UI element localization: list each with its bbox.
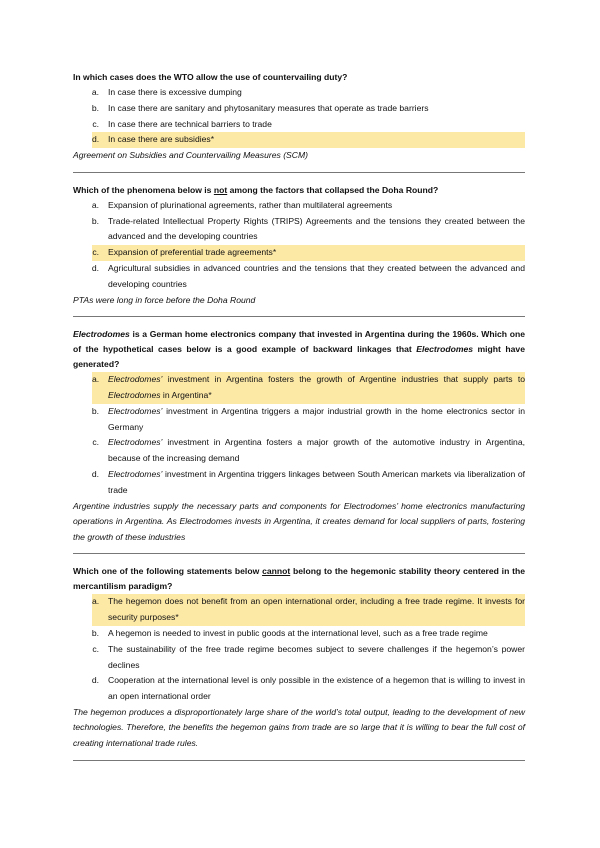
option-text: A hegemon is needed to invest in public goods at the international level, such as a free trade regime [108, 627, 488, 638]
option-text: The hegemon does not benefit from an open international order, including a free trade regime. It invests for security purposes* [108, 596, 525, 623]
option-text [108, 467, 525, 499]
question-4-options [73, 594, 525, 705]
q3-option-d [73, 467, 525, 499]
question-text: might have generated? [73, 344, 525, 370]
question-text: belong to the hegemonic stability theory centered in the mercantilism paradigm? [73, 566, 526, 592]
question-emphasis: cannot [262, 566, 291, 577]
option-text: In case there is excessive dumping [108, 87, 242, 97]
option-text-part: investment in Argentina fosters a major growth of the automotive industry in Argentina, because of the increasing demand [108, 437, 525, 464]
option-text-part: investment in Argentina fosters the growth of Argentine industries that supply parts to [162, 374, 525, 385]
question-text: is a German home electronics company that invested in Argentina during the 1960s. Which one of the hypothetical cases below is a good example of backward linkages that [73, 329, 525, 355]
q2-option-b [73, 214, 525, 246]
option-text [108, 404, 525, 436]
question-3 [73, 327, 525, 372]
option-text: Cooperation at the international level is only possible in the existence of a hegemon that is willing to invest in an open international order [108, 675, 525, 702]
option-letter: d. [91, 262, 99, 273]
company-name: Electrodomes [73, 329, 130, 340]
question-4 [73, 564, 525, 594]
company-name: Electrodomes’ [108, 437, 163, 448]
q1-option-d-correct [92, 132, 525, 148]
divider [73, 553, 525, 554]
option-letter: d. [91, 675, 99, 686]
question-text: among the factors that collapsed the Doha Round? [227, 184, 439, 195]
question-text: Which one of the following statements below [73, 566, 263, 577]
q2-option-d [73, 261, 525, 293]
q3-explanation: Argentine industries supply the necessary parts and components for Electrodomes’ home electronics manufacturing operations in Argentina. As Electrodomes invests in Argentina, it creates demand for local suppliers of parts, fostering the growth of these industries [73, 500, 525, 542]
q3-option-b [73, 404, 525, 436]
option-text: Agricultural subsidies in advanced countries and the tensions that they created between the advanced and developing countries [108, 262, 525, 289]
q1-option-b [73, 101, 525, 117]
question-2 [73, 183, 525, 198]
q4-option-b [73, 626, 525, 642]
option-letter: c. [92, 247, 99, 258]
company-name: Electrodomes’ [108, 468, 163, 479]
option-letter: b. [91, 215, 99, 226]
option-text [108, 435, 525, 467]
q2-option-a [73, 198, 525, 214]
option-text-part: investment in Argentina triggers a major industrial growth in the home electronics sector in Germany [108, 405, 525, 432]
question-1-options [73, 85, 525, 148]
option-letter: a. [91, 87, 99, 97]
option-letter: d. [91, 468, 99, 479]
option-letter: b. [91, 405, 99, 416]
q2-explanation: PTAs were long in force before the Doha Round [73, 294, 256, 305]
question-text: Which of the phenomena below is [73, 184, 214, 195]
q4-option-d [73, 673, 525, 705]
q3-option-c [73, 435, 525, 467]
q2-option-c-correct [92, 245, 525, 261]
q1-option-c [73, 117, 525, 133]
option-text: The sustainability of the free trade regime becomes subject to severe challenges if the hegemon’s power declines [108, 643, 525, 670]
option-text-part: investment in Argentina triggers linkages between South American markets via liberalization of trade [108, 468, 525, 495]
question-2-options [73, 198, 525, 293]
option-letter: c. [92, 643, 99, 654]
divider [73, 760, 525, 761]
option-text [108, 372, 525, 404]
option-text: Expansion of plurinational agreements, rather than multilateral agreements [108, 199, 393, 210]
document-content [73, 70, 525, 771]
company-name: Electrodomes’ [108, 405, 163, 416]
question-1: In which cases does the WTO allow the use of countervailing duty? [73, 72, 348, 82]
divider [73, 172, 525, 173]
option-letter: a. [92, 596, 100, 607]
option-letter: c. [92, 118, 99, 129]
q1-option-a [73, 85, 525, 101]
option-letter: b. [91, 102, 99, 113]
company-name: Electrodomes [108, 389, 161, 400]
question-3-options [73, 372, 525, 498]
option-letter: c. [92, 437, 99, 448]
option-letter: a. [91, 199, 99, 210]
q1-explanation: Agreement on Subsidies and Countervailing Measures (SCM) [73, 150, 309, 161]
option-text: In case there are subsidies* [108, 134, 215, 145]
option-text: In case there are sanitary and phytosanitary measures that operate as trade barriers [108, 102, 429, 113]
q3-option-a-correct [92, 372, 525, 404]
q4-option-c [73, 642, 525, 674]
q4-explanation: The hegemon produces a disproportionately large share of the world’s total output, leading to the development of new technologies. Therefore, the benefits the hegemon gains from trade are so large that it is willing to bear the full cost of creating international trade rules. [73, 706, 525, 749]
company-name: Electrodomes’ [108, 374, 163, 385]
question-emphasis: not [213, 184, 228, 195]
divider [73, 316, 525, 317]
option-letter: b. [91, 627, 99, 638]
option-text: Expansion of preferential trade agreements* [108, 247, 277, 258]
company-name: Electrodomes [416, 344, 474, 355]
option-text: Trade-related Intellectual Property Rights (TRIPS) Agreements and the tensions they created between the advanced and the developing countries [108, 215, 525, 242]
option-text: In case there are technical barriers to trade [108, 118, 272, 129]
option-letter: a. [92, 374, 100, 385]
q4-option-a-correct [92, 594, 525, 626]
option-text-part: in Argentina* [160, 389, 212, 400]
option-letter: d. [92, 134, 100, 145]
